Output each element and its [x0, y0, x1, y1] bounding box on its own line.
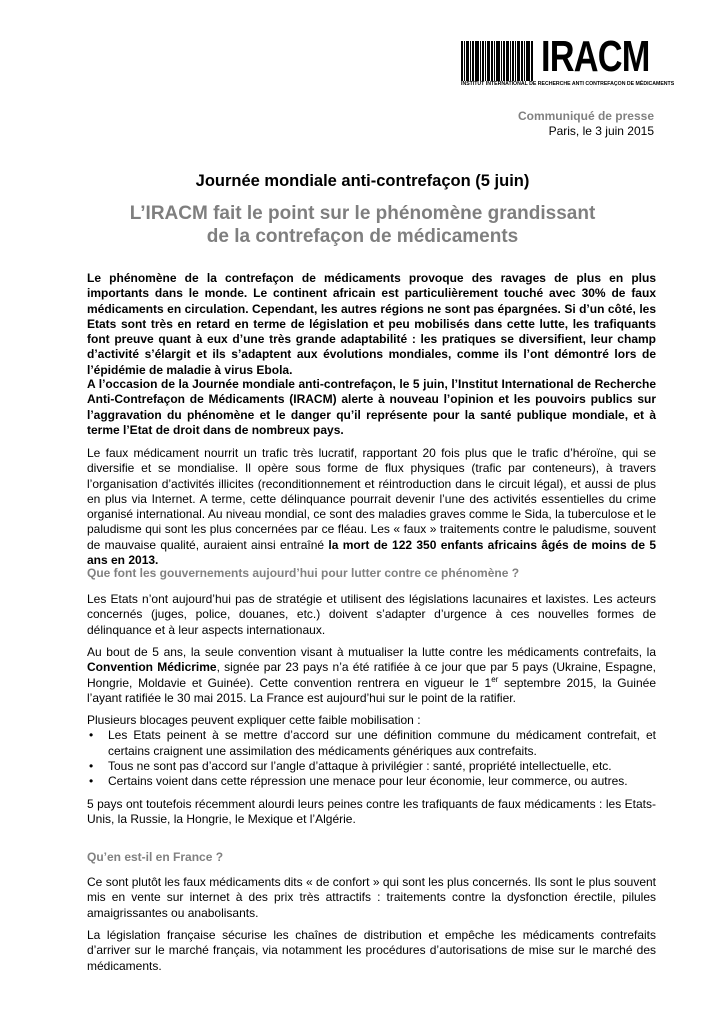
- press-header: [518, 109, 654, 139]
- subtitle-line-1: L’IRACM fait le point sur le phénomène grandissant: [129, 203, 596, 224]
- paragraph-convention-b: , signée par 23 pays n’a été ratifiée à ce jour que par 5 pays (Ukraine, Espagne, Hongrie, Moldavie et Guinée). Cette convention rentrera en vigueur le 1: [87, 660, 657, 690]
- list-item: • Tous ne sont pas d’accord sur l’angle d’attaque à privilégier : santé, propriété intellectuelle, etc.: [87, 759, 656, 774]
- paragraph-etats: Les Etats n’ont aujourd’hui pas de stratégie et utilisent des législations lacunaires et laxistes. Les acteurs concernés (juges, police, douanes, etc.) doivent s’adapter d’urgence à ces nouvelles formes de délinquance et à leur aspects internationaux.: [87, 592, 656, 637]
- page-subtitle: [0, 202, 725, 248]
- question-gouvernements: Que font les gouvernements aujourd’hui pour lutter contre ce phénomène ?: [87, 566, 520, 580]
- logo-wordmark: IRACM: [541, 32, 650, 81]
- subtitle-line-2: de la contrefaçon de médicaments: [206, 226, 519, 247]
- press-label: Communiqué de presse: [517, 109, 654, 123]
- blocages-list: [87, 728, 656, 789]
- barcode-graphic: [461, 41, 541, 81]
- press-date: Paris, le 3 juin 2015: [548, 124, 654, 138]
- list-item: • Certains voient dans cette répression une menace pour leur économie, leur commerce, ou autres.: [87, 774, 656, 789]
- paragraph-trafic-text: Le faux médicament nourrit un trafic très lucratif, rapportant 20 fois plus que le trafic d’héroïne, qui se diversifie et se mondialise. Il opère sous forme de flux physiques (trafic par conteneurs), à travers l’organisation d’activités illicites (reconditionnement et réintroduction dans le circuit légal), et aussi de plus en plus via Internet. A terme, cette délinquance pourrait devenir l’une des activités essentielles du crime organisé international. Au niveau mondial, ce sont des maladies graves comme le Sida, la tuberculose et le paludisme qui sont les plus concernées par ce fléau. Les « faux » traitements contre le paludisme, souvent de mauvaise qualité, auraient ainsi entraîné: [87, 446, 656, 552]
- list-item: • Les Etats peinent à se mettre d’accord sur une définition commune du médicament contrefait, et certains craignent une assimilation des médicaments génériques aux contrefaits.: [87, 728, 656, 759]
- paragraph-blocages: [87, 713, 656, 789]
- superscript-er: er: [491, 674, 499, 684]
- iracm-logo: [461, 32, 675, 87]
- intro-paragraph-1: Le phénomène de la contrefaçon de médicaments provoque des ravages de plus en plus importants dans le monde. Le continent africain est particulièrement touché avec 30% de faux médicaments en circulation. Cependant, les autres régions ne sont pas épargnées. Si d’un côté, les Etats sont très en retard en terme de législation et peu mobilisés dans cette lutte, les trafiquants font preuve quant à eux d’une très grande adaptabilité : les pratiques se diversifient, leur champ d’activité s’élargit et ils s’adaptent aux évolutions mondiales, comme ils l’ont démontré lors de l’épidémie de maladie à virus Ebola.: [87, 271, 656, 377]
- paragraph-legislation: La législation française sécurise les chaînes de distribution et empêche les médicaments contrefaits d’arriver sur le marché français, via notamment les procédures d’autorisations de mise sur le marché des médicaments.: [87, 928, 656, 973]
- logo-tagline: INSTITUT INTERNATIONAL DE RECHERCHE ANTI CONTREFAÇON DE MÉDICAMENTS: [461, 81, 675, 87]
- paragraph-convention-c: septembre 2015, la Guinée l’ayant ratifiée le 30 mai 2015. La France est aujourd’hui sur le point de la ratifier.: [87, 675, 656, 705]
- intro-paragraph-2: A l’occasion de la Journée mondiale anti-contrefaçon, le 5 juin, l’Institut International de Recherche Anti-Contrefaçon de Médicaments (IRACM) alerte à nouveau l’opinion et les pouvoirs publics sur l’aggravation du phénomène et le danger qu’il représente pour la santé publique mondiale, et à terme l’Etat de droit dans de nombreux pays.: [87, 377, 656, 437]
- paragraph-trafic-bold: la mort de 122 350 enfants africains âgés de moins de 5 ans en 2013.: [87, 537, 656, 568]
- paragraph-convention-a: Au bout de 5 ans, la seule convention visant à mutualiser la lutte contre les médicaments contrefaits, la: [87, 645, 656, 659]
- page-title: Journée mondiale anti-contrefaçon (5 juin): [195, 172, 530, 190]
- blocages-intro: Plusieurs blocages peuvent expliquer cette faible mobilisation :: [87, 713, 421, 727]
- paragraph-confort: Ce sont plutôt les faux médicaments dits « de confort » qui sont les plus concernés. Ils sont le plus souvent mis en vente sur internet à des prix très attractifs : traitements contre la dysfonction érectile, pilules amaigrissantes ou anabolisants.: [87, 875, 656, 920]
- paragraph-convention: [87, 645, 656, 706]
- paragraph-trafic: [87, 446, 656, 568]
- paragraph-peines: 5 pays ont toutefois récemment alourdi leurs peines contre les trafiquants de faux médicaments : les Etats-Unis, la Russie, la Hongrie, le Mexique et l’Algérie.: [87, 797, 656, 827]
- convention-name: Convention Médicrime: [87, 660, 217, 675]
- question-france: Qu’en est-il en France ?: [87, 850, 224, 864]
